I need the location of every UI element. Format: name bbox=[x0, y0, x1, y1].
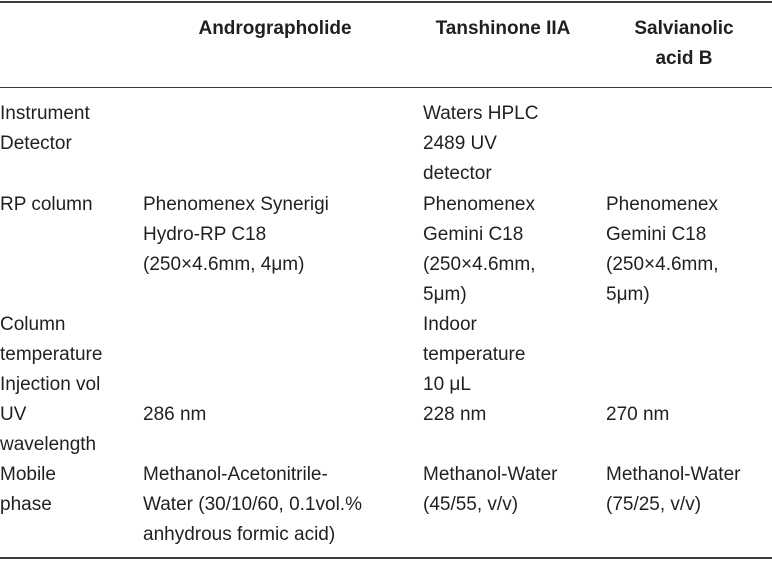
cell-uv-salvianolic: 270 nm bbox=[606, 404, 670, 425]
row-label-column-temperature: Column temperature Injection vol bbox=[0, 314, 103, 395]
cell-rp-andrographolide: Phenomenex Synerigi Hydro-RP C18 (250×4.6mm, 4μm) bbox=[143, 194, 329, 275]
cell-mobile-salvianolic: Methanol-Water (75/25, v/v) bbox=[606, 464, 741, 515]
row-label-instrument-detector: Instrument Detector bbox=[0, 103, 90, 154]
cell-mobile-tanshinone: Methanol-Water (45/55, v/v) bbox=[423, 464, 558, 515]
cell-instrument-tanshinone: Waters HPLC 2489 UV detector bbox=[423, 103, 539, 184]
header-rule bbox=[0, 87, 772, 88]
bottom-rule bbox=[0, 557, 772, 559]
cell-mobile-andrographolide: Methanol-Acetonitrile- Water (30/10/60, 0.1vol.% anhydrous formic acid) bbox=[143, 464, 362, 545]
cell-temperature-tanshinone: Indoor temperature 10 μL bbox=[423, 314, 526, 395]
header-tanshinone-iia: Tanshinone IIA bbox=[435, 18, 571, 39]
row-label-uv-wavelength: UV wavelength bbox=[0, 404, 97, 455]
cell-uv-andrographolide: 286 nm bbox=[143, 404, 207, 425]
top-rule bbox=[0, 1, 772, 3]
header-andrographolide: Andrographolide bbox=[198, 18, 352, 39]
cell-rp-salvianolic: Phenomenex Gemini C18 (250×4.6mm, 5μm) bbox=[606, 194, 719, 305]
header-salvianolic-acid-b: Salvianolic acid B bbox=[634, 18, 734, 69]
row-label-mobile-phase: Mobile phase bbox=[0, 464, 56, 515]
row-label-rp-column: RP column bbox=[0, 194, 93, 215]
cell-rp-tanshinone: Phenomenex Gemini C18 (250×4.6mm, 5μm) bbox=[423, 194, 536, 305]
cell-uv-tanshinone: 228 nm bbox=[423, 404, 487, 425]
